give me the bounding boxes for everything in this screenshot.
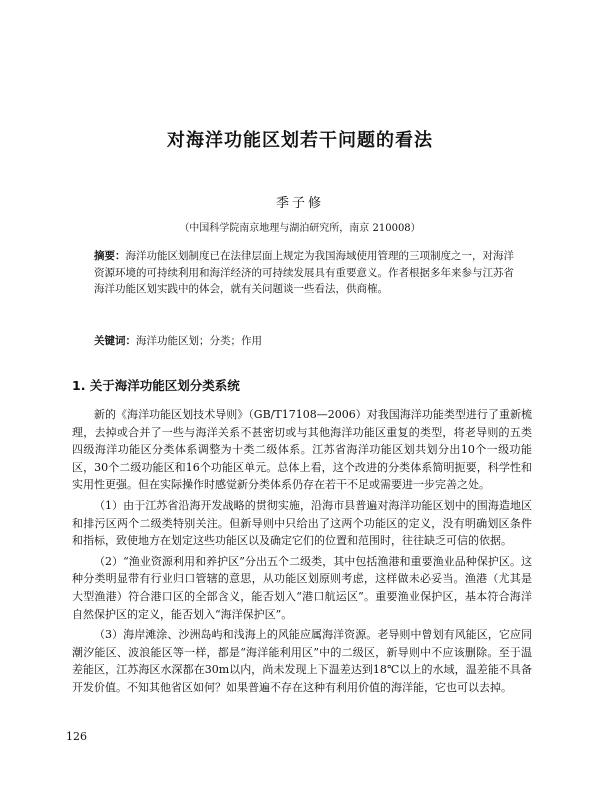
keywords [94,333,514,349]
section-heading: 1. 关于海洋功能区划分类系统 [72,378,240,393]
abstract-text: 海洋功能区划制度已在法律层面上规定为我国海域使用管理的三项制度之一，对海洋资源环境的可持续利用和海洋经济的可持续发展具有重要意义。作者根据多年来参与江苏省海洋功能区划实践中的体会，就有关问题谈一些看法，供商榷。 [94,250,514,295]
body-paragraph: （2）“渔业资源利用和养护区”分出五个二级类，其中包括渔港和重要渔业品种保护区。这种分类明显带有行业归口管辖的意思，从功能区划原则考虑，这样做未必妥当。渔港（尤其是大型渔港）符合港口区的全部含义，能否划入“港口航运区”。重要渔业保护区，基本符合海洋自然保护区的定义，能否划入“海洋保护区”。 [72,554,532,621]
article-author: 季子修 [275,196,324,211]
keywords-label: 关键词： [94,335,136,347]
section-body [72,406,532,700]
body-paragraph: （1）由于江苏省沿海开发战略的贯彻实施，沿海市县普遍对海洋功能区划中的围海造地区和排污区两个二级类特别关注。但新导则中只给出了这两个功能区的定义，没有明确划区条件和指标，致使地方在划定这些功能区以及确定它们的位置和范围时，往往缺乏可信的依据。 [72,498,532,548]
abstract [94,248,514,298]
author-affiliation: （中国科学院南京地理与湖泊研究所，南京 210008） [179,223,421,234]
page-number: 126 [66,730,87,743]
body-paragraph: 新的《海洋功能区划技术导则》（GB/T17108—2006）对我国海洋功能类型进行了重新梳理，去掉或合并了一些与海洋关系不甚密切或与其他海洋功能区重复的类型，将老导则的五类四级海洋功能区分类体系调整为十类二级体系。江苏省海洋功能区划共划分出10个一级功能区，30个二级功能区和16个功能区单元。总体上看，这个改进的分类体系简明扼要，科学性和实用性更强。但在实际操作时感觉新分类体系仍存在若干不足或需要进一步完善之处。 [72,408,532,492]
article-title: 对海洋功能区划若干问题的看法 [167,130,433,151]
keywords-text: 海洋功能区划；分类；作用 [136,335,262,347]
abstract-label: 摘要： [94,250,126,262]
body-paragraph: （3）海岸滩涂、沙洲岛屿和浅海上的风能应属海洋资源。老导则中曾划有风能区，它应同潮汐能区、波浪能区等一样，都是“海洋能利用区”中的二级区，新导则中不应该删除。至于温差能区，江苏海区水深都在30m以内，尚未发现上下温差达到18℃以上的水域，温差能不具备开发价值。不知其他省区如何？如果普遍不存在这种有利用价值的海洋能，它也可以去掉。 [72,628,532,694]
